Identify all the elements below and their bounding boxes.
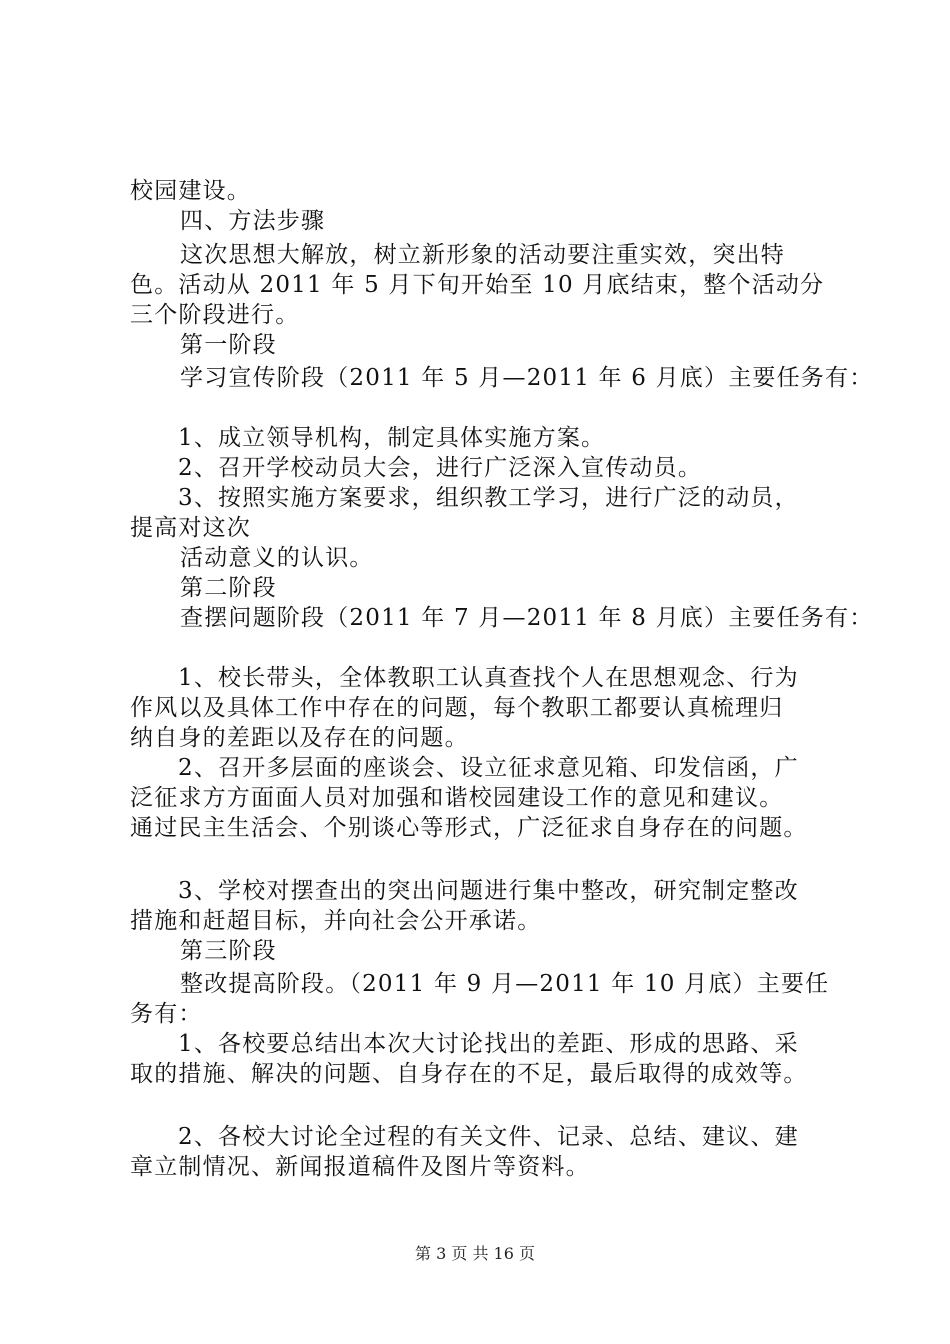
stage-heading: 第二阶段 — [180, 575, 277, 601]
text-line: 泛征求方方面面人员对加强和谐校园建设工作的意见和建议。 — [130, 785, 784, 811]
list-item: 1、各校要总结出本次大讨论找出的差距、形成的思路、采 — [178, 1031, 799, 1057]
text-line: 整改提高阶段。（2011 年 9 月—2011 年 10 月底）主要任 — [180, 971, 830, 997]
text-line: 通过民主生活会、个别谈心等形式，广泛征求自身存在的问题。 — [130, 815, 808, 841]
text-line: 查摆问题阶段（2011 年 7 月—2011 年 8 月底）主要任务有： — [180, 605, 874, 631]
list-item: 2、召开学校动员大会，进行广泛深入宣传动员。 — [178, 455, 703, 481]
text-line: 取的措施、解决的问题、自身存在的不足，最后取得的成效等。 — [130, 1061, 808, 1087]
text-line: 作风以及具体工作中存在的问题，每个教职工都要认真梳理归 — [130, 695, 784, 721]
list-item: 3、按照实施方案要求，组织教工学习，进行广泛的动员， — [178, 485, 799, 511]
text-line: 措施和赶超目标，并向社会公开承诺。 — [130, 908, 542, 934]
list-item: 2、各校大讨论全过程的有关文件、记录、总结、建议、建 — [178, 1124, 799, 1150]
text-line: 学习宣传阶段（2011 年 5 月—2011 年 6 月底）主要任务有： — [180, 365, 874, 391]
list-item: 2、召开多层面的座谈会、设立征求意见箱、印发信函，广 — [178, 755, 799, 781]
stage-heading: 第一阶段 — [180, 332, 277, 358]
list-item: 1、成立领导机构，制定具体实施方案。 — [178, 425, 606, 451]
page-number-footer: 第 3 页 共 16 页 — [415, 1244, 535, 1263]
text-line: 章立制情况、新闻报道稿件及图片等资料。 — [130, 1154, 590, 1180]
section-heading: 四、方法步骤 — [180, 208, 326, 234]
text-line: 三个阶段进行。 — [130, 302, 300, 328]
list-item: 1、校长带头，全体教职工认真查找个人在思想观念、行为 — [178, 665, 799, 691]
text-line: 纳自身的差距以及存在的问题。 — [130, 725, 469, 751]
text-line: 这次思想大解放，树立新形象的活动要注重实效，突出特 — [180, 242, 785, 268]
stage-heading: 第三阶段 — [180, 938, 277, 964]
text-line: 务有： — [130, 1001, 203, 1027]
text-line: 校园建设。 — [130, 178, 251, 204]
text-line: 提高对这次 — [130, 515, 251, 541]
text-line: 色。活动从 2011 年 5 月下旬开始至 10 月底结束，整个活动分 — [130, 272, 825, 298]
text-line: 活动意义的认识。 — [180, 545, 374, 571]
list-item: 3、学校对摆查出的突出问题进行集中整改，研究制定整改 — [178, 878, 799, 904]
